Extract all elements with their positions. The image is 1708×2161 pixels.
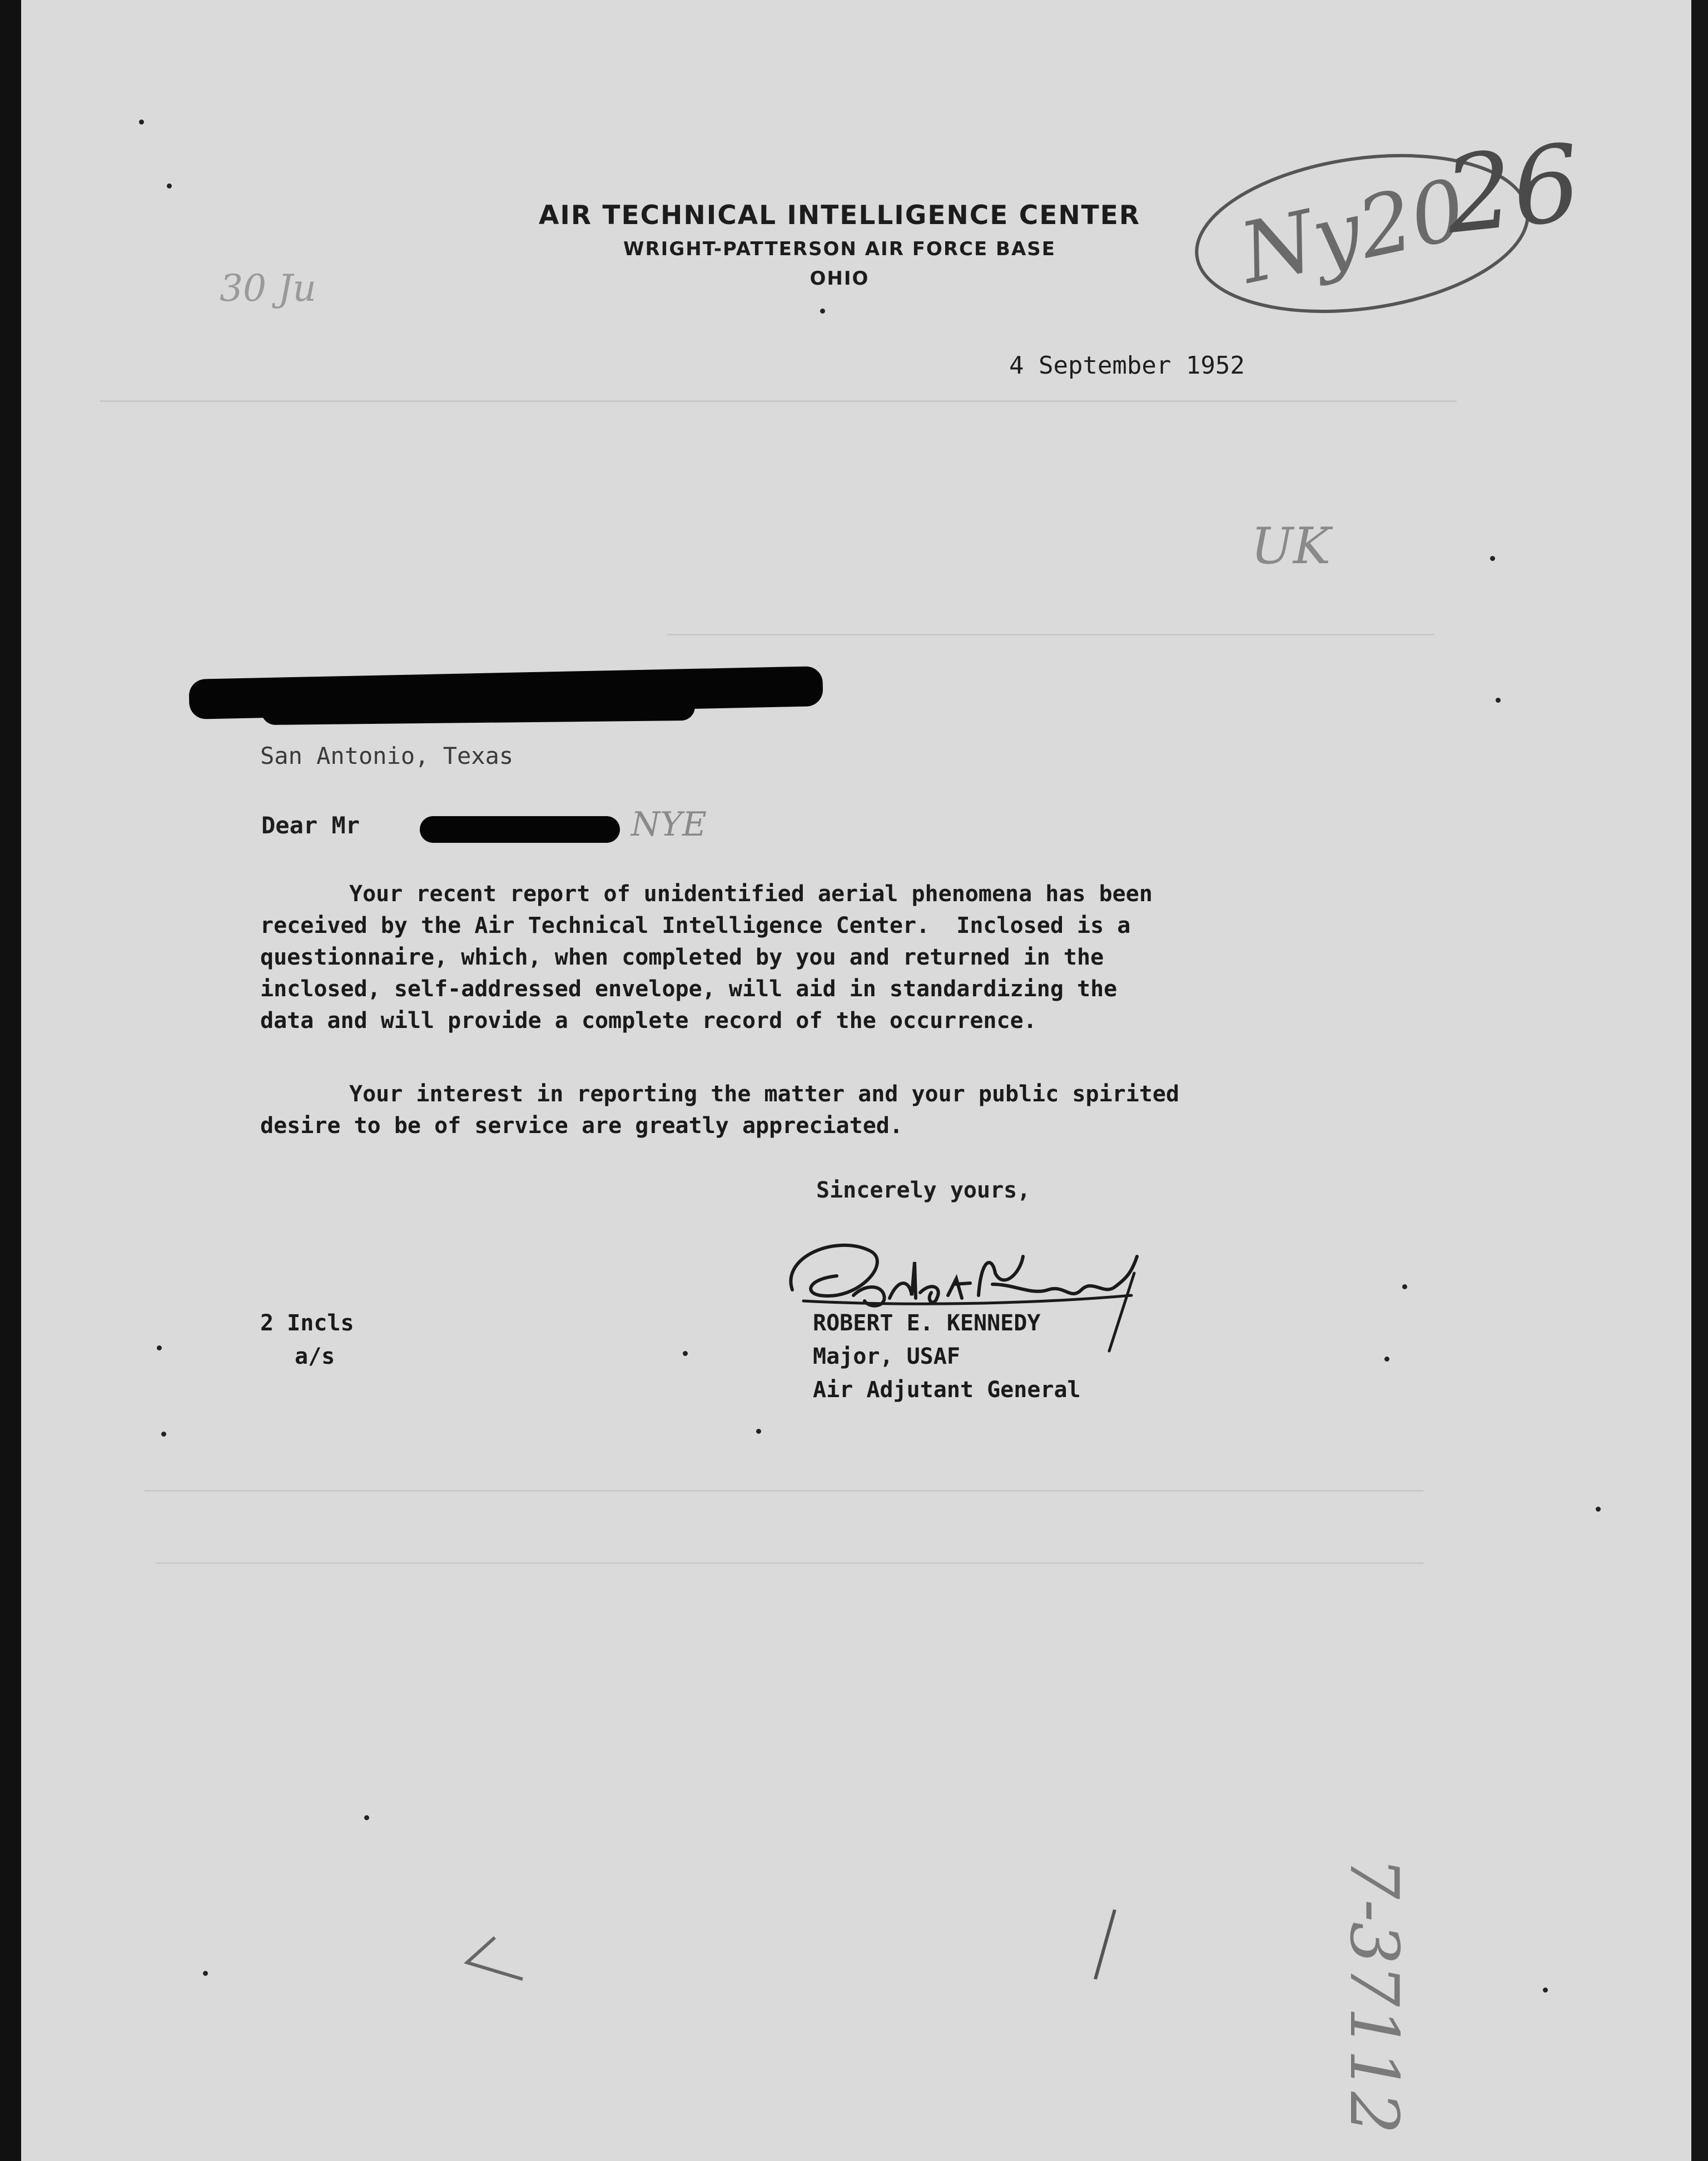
redacted-recipient-address (261, 693, 695, 725)
bleed-through-bracket (461, 1935, 539, 1985)
body-line: Your recent report of unidentified aerial phenomena has been (349, 881, 1153, 907)
handwritten-file-number: 26 (1439, 121, 1586, 258)
enclosure-note: a/s (295, 1344, 335, 1369)
scan-speck (157, 1345, 162, 1350)
scan-speck (1402, 1284, 1407, 1289)
redacted-salutation-name (420, 816, 620, 843)
scan-speck (756, 1429, 761, 1434)
scan-border-right (1691, 0, 1708, 2161)
scan-speck (161, 1432, 166, 1437)
bleed-through-line (156, 1562, 1423, 1564)
scan-speck (1490, 556, 1495, 561)
scan-speck (1596, 1507, 1601, 1512)
body-line: received by the Air Technical Intelligence Center. Inclosed is a (260, 913, 1131, 938)
signer-name: ROBERT E. KENNEDY (813, 1310, 1041, 1336)
body-line: data and will provide a complete record of the occurrence. (260, 1008, 1037, 1034)
scan-speck (167, 183, 172, 188)
scan-speck (1384, 1357, 1389, 1362)
signature-block (813, 1306, 1081, 1407)
body-line: questionnaire, which, when completed by you and returned in the (260, 945, 1104, 970)
bleed-through-line (100, 400, 1457, 402)
signer-rank: Major, USAF (813, 1344, 960, 1369)
enclosure-count: 2 Incls (260, 1310, 354, 1336)
bleed-through-line (667, 634, 1434, 635)
scan-speck (1543, 1988, 1548, 1993)
handwritten-name-note: NYE (631, 805, 707, 844)
bleed-through-slash (1084, 1907, 1129, 1985)
letter-date: 4 September 1952 (1009, 351, 1245, 380)
letterhead-state: OHIO (810, 267, 870, 290)
handwritten-file-code: Ny20 (1232, 161, 1474, 303)
scan-speck (1496, 698, 1501, 703)
letterhead-organization: AIR TECHNICAL INTELLIGENCE CENTER (538, 200, 1141, 231)
handwritten-margin-note: 30 Ju (220, 267, 316, 310)
letter-closing: Sincerely yours, (816, 1178, 1031, 1203)
body-line: Your interest in reporting the matter and your public spirited (349, 1081, 1180, 1107)
scan-border-left (0, 0, 21, 2161)
scan-speck (203, 1971, 208, 1976)
handwritten-side-number: 7-37112 (1335, 1857, 1412, 2134)
body-paragraph-1 (260, 878, 1153, 1037)
scan-speck (683, 1351, 688, 1356)
letterhead-base: WRIGHT-PATTERSON AIR FORCE BASE (623, 238, 1056, 260)
body-line: inclosed, self-addressed envelope, will aid in standardizing the (260, 976, 1118, 1002)
handwritten-margin-mark: UK (1251, 517, 1331, 575)
recipient-city: San Antonio, Texas (260, 742, 514, 769)
scan-speck (139, 120, 144, 125)
scan-speck (820, 309, 825, 314)
salutation: Dear Mr (261, 812, 360, 839)
signer-title: Air Adjutant General (813, 1377, 1081, 1403)
enclosures-notation (260, 1306, 354, 1373)
letterhead (484, 197, 1195, 293)
body-paragraph-2 (260, 1079, 1179, 1142)
scan-speck (364, 1815, 369, 1820)
bleed-through-line (145, 1490, 1423, 1492)
body-line: desire to be of service are greatly appreciated. (260, 1113, 903, 1139)
